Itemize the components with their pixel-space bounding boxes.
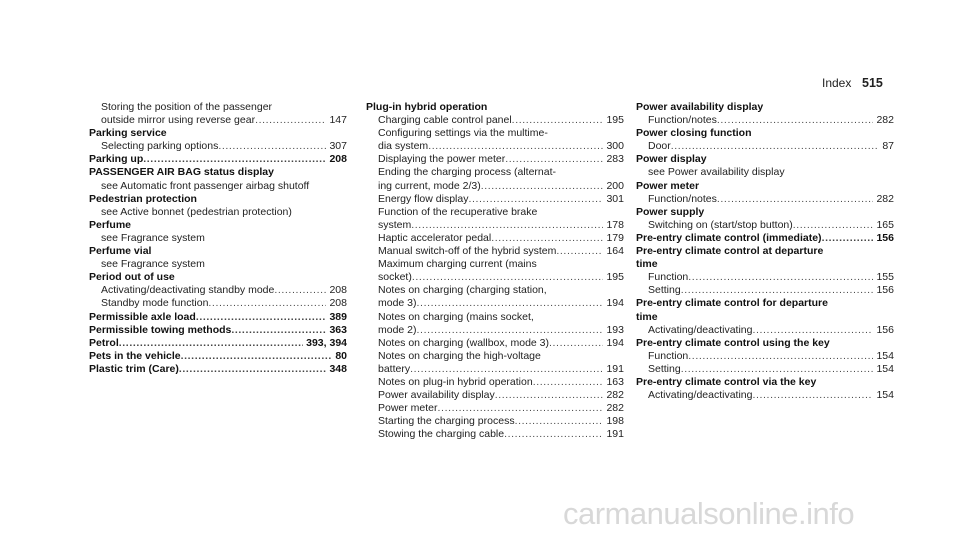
index-subentry[interactable] [366,245,624,258]
index-subentry-text: ing current, mode 2/3) [378,179,481,192]
index-subentry[interactable] [89,101,347,114]
index-heading[interactable] [89,219,347,232]
page-ref[interactable]: 163 [606,375,624,388]
index-subentry-text: Charging cable control panel [378,114,512,127]
index-subentry[interactable] [366,402,624,415]
index-heading[interactable] [636,180,894,193]
index-entry [636,153,894,179]
index-entry [89,153,347,166]
page-number: 515 [862,76,883,90]
leader-dots [688,350,873,363]
index-heading-text: Petrol [89,336,119,349]
index-entry [89,271,347,310]
index-heading-text: PASSENGER AIR BAG status display [89,166,274,179]
index-subentry-text: Function [648,349,689,362]
index-entry [636,206,894,232]
index-column-3 [636,101,894,402]
index-subentry[interactable] [366,415,624,428]
index-subentry-text: dia system [378,140,429,153]
index-subentry-text: socket) [378,271,412,284]
index-subentry[interactable] [366,376,624,389]
leader-dots [119,337,303,350]
watermark: carmanualsonline.info [563,496,855,528]
index-heading[interactable] [89,337,347,350]
leader-dots [438,402,604,415]
index-heading-text: Power supply [636,205,705,218]
index-subentry[interactable] [366,153,624,166]
leader-dots [491,232,603,245]
leader-dots [752,389,873,402]
index-heading[interactable] [636,311,894,324]
index-subentry[interactable] [366,140,624,153]
leader-dots [717,114,874,127]
page-ref[interactable]: 191 [606,428,624,441]
index-heading-text: Perfume vial [89,245,152,258]
index-subentry[interactable] [366,337,624,350]
page-ref[interactable]: 282 [606,389,624,402]
index-heading[interactable] [89,271,347,284]
index-subentry-text: Notes on charging the high-voltage [378,349,541,362]
index-heading-text: Power display [636,153,707,166]
index-entry [89,363,347,376]
index-heading[interactable] [89,350,347,363]
index-heading-text: Permissible axle load [89,310,196,323]
leader-dots [274,284,326,297]
page-ref[interactable]: 156 [876,284,894,297]
index-subentry[interactable] [366,324,624,337]
index-subentry[interactable] [89,284,347,297]
index-subentry-text: Activating/deactivating standby mode [101,284,275,297]
index-heading-text: Pedestrian protection [89,192,197,205]
index-subentry-text: see Fragrance system [101,258,205,271]
page-ref[interactable]: 282 [876,192,894,205]
page-ref[interactable]: 156 [876,323,894,336]
index-subentry[interactable] [366,219,624,232]
index-entry [636,101,894,127]
index-subentry[interactable] [89,206,347,219]
index-subentry-text: Energy flow display [378,192,469,205]
index-heading-text: time [636,310,658,323]
index-entry [89,127,347,153]
leader-dots [143,153,326,166]
leader-dots [504,428,603,441]
index-heading[interactable] [636,153,894,166]
index-subentry[interactable] [89,232,347,245]
index-entry [636,232,894,245]
index-heading-text: Pets in the vehicle [89,349,181,362]
leader-dots [495,389,604,402]
leader-dots [481,180,604,193]
index-subentry-text: Displaying the power meter [378,153,506,166]
index-subentry-text: see Fragrance system [101,231,205,244]
index-entry [366,101,624,441]
index-subentry[interactable] [89,258,347,271]
index-subentry-text: Notes on charging (mains socket, [378,310,534,323]
index-subentry[interactable] [636,324,894,337]
index-heading[interactable] [89,166,347,179]
leader-dots [822,232,874,245]
index-heading[interactable] [636,101,894,114]
index-entry [89,337,347,350]
index-subentry[interactable] [636,219,894,232]
index-subentry-text: Function/notes [648,192,717,205]
index-subentry[interactable] [366,297,624,310]
index-subentry-text: Stowing the charging cable [378,428,505,441]
page-ref[interactable]: 193 [606,323,624,336]
index-subentry[interactable] [636,363,894,376]
index-subentry-text: Notes on charging (charging station, [378,284,547,297]
index-subentry[interactable] [366,232,624,245]
leader-dots [549,337,603,350]
index-subentry-text: Configuring settings via the multime- [378,127,548,140]
index-subentry-text: Starting the charging process [378,415,515,428]
index-heading[interactable] [636,337,894,350]
index-subentry-text: Function [648,271,689,284]
index-heading-text: Permissible towing methods [89,323,232,336]
page-ref[interactable]: 191 [606,362,624,375]
index-subentry-text: Function of the recuperative brake [378,205,538,218]
index-heading-text: Power closing function [636,127,752,140]
page-ref[interactable]: 164 [606,245,624,258]
index-heading-text: time [636,258,658,271]
leader-dots [196,311,327,324]
index-subentry-text: Setting [648,362,681,375]
index-subentry[interactable] [89,140,347,153]
leader-dots [411,219,603,232]
leader-dots [556,245,603,258]
index-heading[interactable] [89,311,347,324]
index-subentry[interactable] [636,114,894,127]
index-subentry[interactable] [636,140,894,153]
index-heading[interactable] [636,206,894,219]
index-heading-text: Parking up [89,153,144,166]
index-heading-text: Plastic trim (Care) [89,362,179,375]
index-heading-text: Pre-entry climate control at departure [636,245,824,258]
index-heading[interactable] [636,232,894,245]
index-subentry[interactable] [366,114,624,127]
index-subentry-text: outside mirror using reverse gear [101,114,256,127]
index-heading-text: Parking service [89,127,167,140]
index-subentry[interactable] [636,350,894,363]
index-heading-text: Perfume [89,218,132,231]
index-subentry-text: Activating/deactivating [648,323,753,336]
index-column-2 [366,101,624,441]
page-ref[interactable]: 282 [606,402,624,415]
index-subentry[interactable] [636,193,894,206]
page-ref[interactable]: 147 [329,114,347,127]
index-heading[interactable] [89,127,347,140]
index-subentry[interactable] [89,297,347,310]
leader-dots [428,140,603,153]
index-entry [636,127,894,153]
index-subentry-text: Activating/deactivating [648,389,753,402]
page-ref[interactable]: 208 [329,284,347,297]
index-heading[interactable] [636,297,894,310]
index-heading[interactable] [89,363,347,376]
page-ref[interactable]: 194 [606,297,624,310]
index-subentry-text: Standby mode function [101,297,209,310]
index-subentry-text: system [378,218,412,231]
page-ref[interactable]: 282 [876,114,894,127]
index-subentry-text: Ending the charging process (alternat- [378,166,557,179]
index-subentry-text: Switching on (start/stop button) [648,218,793,231]
index-subentry-text: Manual switch-off of the hybrid system [378,245,557,258]
page-ref[interactable]: 179 [606,231,624,244]
leader-dots [410,363,603,376]
page-ref[interactable]: 198 [606,415,624,428]
page-ref[interactable]: 393, 394 [306,336,347,349]
index-entry [636,297,894,336]
index-subentry[interactable] [636,284,894,297]
leader-dots [218,140,326,153]
page-ref[interactable]: 208 [329,297,347,310]
page-ref[interactable]: 348 [329,362,347,375]
index-entry [89,101,347,127]
index-subentry[interactable] [636,166,894,179]
index-subentry[interactable] [366,271,624,284]
index-heading[interactable] [636,258,894,271]
index-entry [89,324,347,337]
leader-dots [681,363,874,376]
index-heading[interactable] [89,324,347,337]
index-heading[interactable] [89,153,347,166]
leader-dots [793,219,874,232]
page-ref[interactable]: 208 [329,153,347,166]
leader-dots [533,376,604,389]
leader-dots [468,193,603,206]
index-subentry-text: Storing the position of the passenger [101,101,273,113]
index-entry [89,219,347,245]
page-ref[interactable]: 80 [335,349,347,362]
page-ref[interactable]: 307 [329,140,347,153]
section-title: Index [822,76,852,90]
index-entry [636,245,894,297]
index-subentry[interactable] [366,206,624,219]
leader-dots [671,140,880,153]
index-heading-text: Pre-entry climate control using the key [636,336,830,349]
page-ref[interactable]: 154 [876,349,894,362]
page-ref[interactable]: 200 [606,179,624,192]
index-entry [89,245,347,271]
page-ref[interactable]: 155 [876,271,894,284]
page-ref[interactable]: 301 [606,192,624,205]
index-subentry-text: Notes on plug-in hybrid operation [378,375,533,388]
index-subentry[interactable] [366,389,624,402]
index-subentry[interactable] [366,350,624,363]
index-heading[interactable] [366,101,624,114]
index-subentry-text: Setting [648,284,681,297]
index-subentry-text: Notes on charging (wallbox, mode 3) [378,336,550,349]
index-heading-text: Pre-entry climate control via the key [636,375,817,388]
index-entry [89,350,347,363]
index-heading[interactable] [636,376,894,389]
index-heading[interactable] [89,193,347,206]
leader-dots [412,271,604,284]
leader-dots [231,324,326,337]
index-subentry[interactable] [366,166,624,179]
index-subentry[interactable] [89,180,347,193]
index-subentry-text: see Active bonnet (pedestrian protection) [101,205,292,218]
leader-dots [752,324,873,337]
leader-dots [255,114,326,127]
index-heading[interactable] [89,245,347,258]
leader-dots [512,114,604,127]
index-subentry[interactable] [366,193,624,206]
page-ref[interactable]: 154 [876,389,894,402]
index-column-1 [89,101,347,376]
index-subentry-text: see Power availability display [648,166,785,179]
index-entry [89,311,347,324]
index-heading-text: Power availability display [636,101,764,113]
index-entry [636,180,894,206]
index-entry [636,337,894,376]
page-ref[interactable]: 194 [606,336,624,349]
leader-dots [417,324,604,337]
page-ref[interactable]: 300 [606,140,624,153]
index-subentry-text: Selecting parking options [101,140,219,153]
index-heading-text: Period out of use [89,271,175,284]
leader-dots [505,153,603,166]
index-subentry-text: mode 2) [378,323,417,336]
index-subentry-text: Power availability display [378,389,495,402]
leader-dots [681,284,874,297]
leader-dots [717,193,874,206]
page-ref[interactable]: 283 [606,153,624,166]
index-heading-text: Power meter [636,179,700,192]
index-heading-text: Pre-entry climate control for departure [636,297,828,310]
page-ref[interactable]: 165 [876,218,894,231]
index-subentry[interactable] [366,428,624,441]
index-subentry[interactable] [636,389,894,402]
index-entry [89,193,347,219]
index-subentry[interactable] [366,127,624,140]
index-subentry-text: mode 3) [378,297,417,310]
index-subentry-text: Door [648,140,671,153]
index-subentry[interactable] [636,271,894,284]
page-ref[interactable]: 195 [606,114,624,127]
leader-dots [515,415,604,428]
index-heading[interactable] [636,127,894,140]
index-entry [636,376,894,402]
leader-dots [181,350,333,363]
index-subentry-text: Maximum charging current (mains [378,258,537,271]
index-subentry[interactable] [366,284,624,297]
page-ref[interactable]: 363 [329,323,347,336]
page-ref[interactable]: 195 [606,271,624,284]
index-subentry[interactable] [366,180,624,193]
page-ref[interactable]: 389 [329,310,347,323]
index-subentry[interactable] [366,363,624,376]
index-subentry-text: battery [378,362,411,375]
index-heading[interactable] [636,245,894,258]
leader-dots [208,297,326,310]
index-heading-text: Pre-entry climate control (immediate) [636,231,822,244]
page-ref[interactable]: 154 [876,362,894,375]
page-ref[interactable]: 156 [876,231,894,244]
index-heading-text: Plug-in hybrid operation [366,101,488,113]
index-subentry[interactable] [366,311,624,324]
index-subentry-text: Power meter [378,402,438,415]
index-subentry[interactable] [366,258,624,271]
leader-dots [688,271,873,284]
leader-dots [417,297,604,310]
leader-dots [179,363,327,376]
index-subentry-text: Haptic accelerator pedal [378,231,492,244]
page-ref[interactable]: 87 [882,140,894,153]
page-ref[interactable]: 178 [606,218,624,231]
index-subentry-text: see Automatic front passenger airbag shutoff [101,179,310,192]
index-subentry-text: Function/notes [648,114,717,127]
index-subentry[interactable] [89,114,347,127]
index-entry [89,166,347,192]
